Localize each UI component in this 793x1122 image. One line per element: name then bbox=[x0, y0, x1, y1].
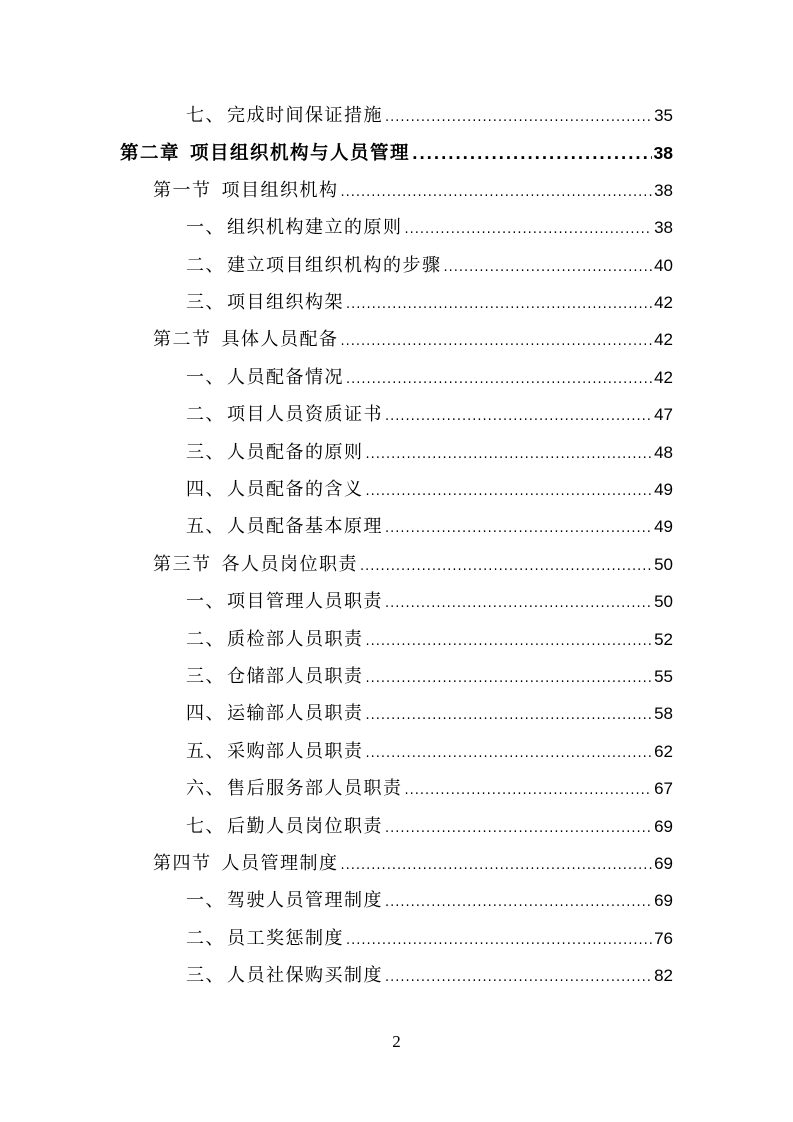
toc-entry-label bbox=[186, 737, 364, 767]
toc-entry[interactable] bbox=[186, 251, 673, 281]
toc-entry-label bbox=[120, 139, 410, 169]
toc-entry-number: 第二节 bbox=[153, 329, 212, 351]
toc-page-number: 48 bbox=[654, 442, 673, 462]
toc-entry-label bbox=[186, 662, 364, 692]
toc-page-number: 49 bbox=[654, 480, 673, 499]
toc-entry-number: 二、 bbox=[186, 628, 225, 650]
toc-entry-title: 质检部人员职责 bbox=[227, 628, 364, 650]
toc-entry-label bbox=[186, 699, 364, 729]
toc-entry-label bbox=[186, 288, 344, 318]
toc-leader-dots bbox=[385, 402, 652, 432]
toc-page-number: 35 bbox=[654, 106, 673, 125]
toc-entry[interactable] bbox=[186, 699, 673, 729]
toc-entry[interactable] bbox=[186, 587, 673, 617]
toc-page-number: 42 bbox=[654, 367, 673, 387]
toc-leader-dots bbox=[385, 963, 652, 993]
toc-leader-dots bbox=[346, 926, 652, 956]
toc-entry-label bbox=[186, 587, 383, 617]
toc-entry[interactable] bbox=[186, 812, 673, 842]
toc-leader-dots bbox=[366, 477, 653, 507]
toc-entry-number: 二、 bbox=[186, 254, 225, 276]
toc-entry-title: 驾驶人员管理制度 bbox=[227, 890, 383, 912]
toc-leader-dots bbox=[341, 178, 653, 208]
toc-entry-label bbox=[186, 512, 383, 542]
page-number: 2 bbox=[392, 1032, 401, 1051]
toc-leader-dots bbox=[360, 552, 652, 582]
toc-entry-label bbox=[186, 475, 364, 505]
toc-entry-number: 七、 bbox=[186, 815, 225, 837]
toc-entry[interactable] bbox=[186, 625, 673, 655]
toc-entry[interactable] bbox=[186, 662, 673, 692]
toc-entry-label bbox=[153, 550, 358, 580]
toc-entry-label bbox=[153, 849, 339, 879]
toc-entry-title: 人员社保购买制度 bbox=[227, 965, 383, 987]
toc-entry-title: 完成时间保证措施 bbox=[227, 105, 383, 126]
toc-entry-title: 项目组织机构 bbox=[221, 179, 339, 201]
toc-entry-title: 运输部人员职责 bbox=[227, 703, 364, 725]
toc-entry-label bbox=[186, 363, 344, 393]
toc-entry-number: 第四节 bbox=[153, 853, 212, 874]
toc-page-number: 47 bbox=[654, 405, 673, 425]
toc-page-number: 58 bbox=[654, 704, 673, 724]
toc-leader-dots bbox=[385, 514, 652, 544]
toc-entry[interactable] bbox=[120, 138, 673, 168]
toc-entry-number: 七、 bbox=[186, 105, 225, 126]
toc-entry-label bbox=[186, 812, 383, 842]
toc-entry-number: 五、 bbox=[186, 516, 225, 538]
toc-entry-number: 二、 bbox=[186, 404, 225, 426]
toc-page-number: 50 bbox=[654, 554, 673, 574]
toc-entry[interactable] bbox=[186, 101, 673, 131]
toc-entry-number: 第一节 bbox=[153, 179, 212, 201]
toc-page-number: 49 bbox=[654, 517, 673, 537]
toc-entry[interactable] bbox=[186, 438, 673, 468]
toc-entry-title: 人员配备基本原理 bbox=[227, 516, 383, 538]
toc-entry-title: 项目组织构架 bbox=[227, 292, 344, 313]
toc-entry[interactable] bbox=[186, 400, 673, 430]
toc-entry[interactable] bbox=[186, 737, 673, 767]
toc-entry-title: 人员配备的原则 bbox=[227, 441, 364, 463]
toc-entry-label bbox=[186, 924, 344, 954]
toc-entry[interactable] bbox=[186, 288, 673, 318]
toc-leader-dots bbox=[405, 215, 653, 245]
toc-leader-dots bbox=[346, 365, 652, 395]
toc-leader-dots bbox=[346, 290, 652, 320]
toc-entry-title: 人员配备的含义 bbox=[227, 479, 364, 500]
toc-page-number: 38 bbox=[654, 218, 673, 238]
toc-entry-label bbox=[186, 101, 383, 131]
toc-page-number: 52 bbox=[654, 629, 673, 649]
toc-entry-number: 一、 bbox=[186, 890, 225, 912]
toc-page-number: 62 bbox=[654, 741, 673, 761]
toc-leader-dots bbox=[366, 440, 653, 470]
toc-entry[interactable] bbox=[186, 475, 673, 505]
toc-page-number: 42 bbox=[654, 330, 673, 350]
toc-page-number: 76 bbox=[654, 928, 673, 948]
toc-entry-label bbox=[186, 961, 383, 991]
toc-entry-number: 第三节 bbox=[153, 553, 212, 575]
toc-entry[interactable] bbox=[153, 550, 673, 580]
toc-entry[interactable] bbox=[186, 924, 673, 954]
toc-entry-label bbox=[186, 886, 383, 916]
toc-entry-label bbox=[186, 625, 364, 655]
toc-entry-title: 人员管理制度 bbox=[221, 853, 339, 874]
toc-leader-dots bbox=[405, 776, 653, 806]
toc-entry-label bbox=[186, 251, 442, 281]
toc-entry-title: 售后服务部人员职责 bbox=[227, 778, 403, 800]
toc-entry-number: 四、 bbox=[186, 703, 225, 725]
toc-leader-dots bbox=[385, 888, 652, 918]
toc-entry-title: 各人员岗位职责 bbox=[221, 553, 358, 575]
toc-entry-number: 一、 bbox=[186, 366, 225, 388]
toc-leader-dots bbox=[385, 103, 652, 133]
toc-leader-dots bbox=[366, 701, 653, 731]
toc-entry[interactable] bbox=[186, 363, 673, 393]
toc-page-number: 42 bbox=[654, 293, 673, 312]
toc-leader-dots bbox=[385, 814, 652, 844]
toc-leader-dots bbox=[412, 139, 652, 169]
toc-entry-number: 五、 bbox=[186, 740, 225, 762]
toc-entry[interactable] bbox=[153, 176, 673, 206]
toc-entry-title: 具体人员配备 bbox=[221, 329, 339, 351]
toc-entry-label bbox=[186, 213, 403, 243]
toc-entry-label bbox=[153, 176, 339, 206]
toc-page-number: 38 bbox=[654, 180, 673, 200]
toc-entry[interactable] bbox=[186, 512, 673, 542]
toc-page-number: 38 bbox=[653, 143, 673, 164]
toc-entry-number: 三、 bbox=[186, 292, 225, 313]
toc-entry-label bbox=[186, 774, 403, 804]
toc-entry-label bbox=[186, 438, 364, 468]
toc-entry[interactable] bbox=[153, 325, 673, 355]
toc-leader-dots bbox=[444, 253, 653, 283]
toc-entry-number: 三、 bbox=[186, 666, 225, 687]
toc-leader-dots bbox=[366, 739, 653, 769]
toc-entry[interactable] bbox=[186, 961, 673, 991]
toc-entry-title: 建立项目组织机构的步骤 bbox=[227, 254, 442, 276]
toc-entry-title: 仓储部人员职责 bbox=[227, 666, 364, 687]
toc-leader-dots bbox=[385, 589, 652, 619]
toc-entry-title: 项目组织机构与人员管理 bbox=[190, 143, 411, 165]
toc-entry-title: 后勤人员岗位职责 bbox=[227, 815, 383, 837]
toc-leader-dots bbox=[366, 664, 653, 694]
toc-page-number: 50 bbox=[654, 592, 673, 612]
toc-entry-number: 六、 bbox=[186, 778, 225, 800]
toc-page-number: 69 bbox=[654, 891, 673, 911]
toc-entry[interactable] bbox=[153, 849, 673, 879]
toc-page-number: 69 bbox=[654, 854, 673, 873]
toc-entry-label bbox=[186, 400, 383, 430]
toc-page-number: 69 bbox=[654, 816, 673, 836]
toc-page-number: 67 bbox=[654, 779, 673, 799]
toc-entry[interactable] bbox=[186, 213, 673, 243]
toc-entry-label bbox=[153, 325, 339, 355]
toc-leader-dots bbox=[341, 327, 653, 357]
toc-entry-title: 采购部人员职责 bbox=[227, 740, 364, 762]
toc-entry-number: 一、 bbox=[186, 591, 225, 613]
toc-entry-number: 三、 bbox=[186, 965, 225, 987]
toc-page-number: 40 bbox=[654, 255, 673, 275]
toc-entry-title: 项目人员资质证书 bbox=[227, 404, 383, 426]
toc-entry-number: 一、 bbox=[186, 217, 225, 239]
toc-page-number: 55 bbox=[654, 667, 673, 686]
toc-entry[interactable] bbox=[186, 774, 673, 804]
toc-leader-dots bbox=[341, 851, 653, 881]
toc-entry-title: 人员配备情况 bbox=[227, 366, 344, 388]
toc-entry-number: 第二章 bbox=[120, 143, 181, 165]
toc-entry[interactable] bbox=[186, 886, 673, 916]
toc-entry-title: 组织机构建立的原则 bbox=[227, 217, 403, 239]
toc-entry-number: 二、 bbox=[186, 927, 225, 949]
toc-entry-title: 项目管理人员职责 bbox=[227, 591, 383, 613]
toc-entry-number: 四、 bbox=[186, 479, 225, 500]
toc-leader-dots bbox=[366, 627, 653, 657]
toc-page-number: 82 bbox=[654, 966, 673, 986]
toc-entry-number: 三、 bbox=[186, 441, 225, 463]
toc-entry-title: 员工奖惩制度 bbox=[227, 927, 344, 949]
